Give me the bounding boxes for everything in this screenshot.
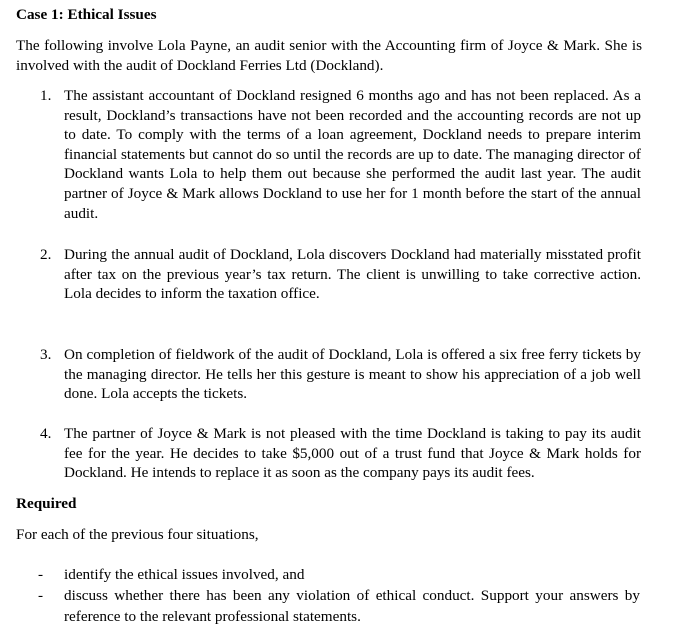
situation-text: During the annual audit of Dockland, Lola discovers Dockland had materially misstated profit after tax on the previous year’s tax return. The client is unwilling to take corrective action. Lola decides to inform the taxation office. <box>64 246 641 303</box>
situation-text: On completion of fieldwork of the audit of Dockland, Lola is offered a six free ferry tickets by the managing director. He tells her this gesture is meant to show his appreciation of a job well done. Lola accepts the tickets. <box>64 346 641 403</box>
required-bullet-text: discuss whether there has been any violation of ethical conduct. Support your answers by reference to the relevant professional statements. <box>64 587 640 625</box>
situation-number: 4. <box>40 425 52 442</box>
required-bullet-list <box>38 564 640 627</box>
situation-item-1 <box>40 86 641 223</box>
dash-bullet-marker: - <box>38 587 44 604</box>
required-bullet-text: identify the ethical issues involved, and <box>64 566 305 583</box>
case-title: Case 1: Ethical Issues <box>16 6 157 23</box>
situation-number: 1. <box>40 87 52 104</box>
situation-number: 2. <box>40 246 52 263</box>
situation-item-2 <box>40 245 641 304</box>
situation-item-4 <box>40 424 641 483</box>
situation-text: The assistant accountant of Dockland resigned 6 months ago and has not been replaced. As a result, Dockland’s transactions have not been recorded and the accounting records are not up to date. To comply with the terms of a loan agreement, Dockland needs to prepare interim financial statements but cannot do so until the records are up to date. The managing director of Dockland wants Lola to help them out because she performed the audit last year. The audit partner of Joyce & Mark allows Dockland to use her for 1 month before the start of the annual audit. <box>64 87 641 222</box>
required-bullet-1 <box>38 564 640 585</box>
required-bullet-2 <box>38 585 640 627</box>
situation-item-3 <box>40 345 641 404</box>
situation-text: The partner of Joyce & Mark is not pleased with the time Dockland is taking to pay its audit fee for the year. He decides to take $5,000 out of a trust fund that Joyce & Mark holds for Dockland. He intends to replace it as soon as the company pays its audit fees. <box>64 425 641 482</box>
case-intro: The following involve Lola Payne, an audit senior with the Accounting firm of Joyce & Mark. She is involved with the audit of Dockland Ferries Ltd (Dockland). <box>16 37 642 74</box>
required-lead: For each of the previous four situations, <box>16 526 259 543</box>
dash-bullet-marker: - <box>38 566 44 583</box>
situation-number: 3. <box>40 346 52 363</box>
required-heading: Required <box>16 495 77 512</box>
